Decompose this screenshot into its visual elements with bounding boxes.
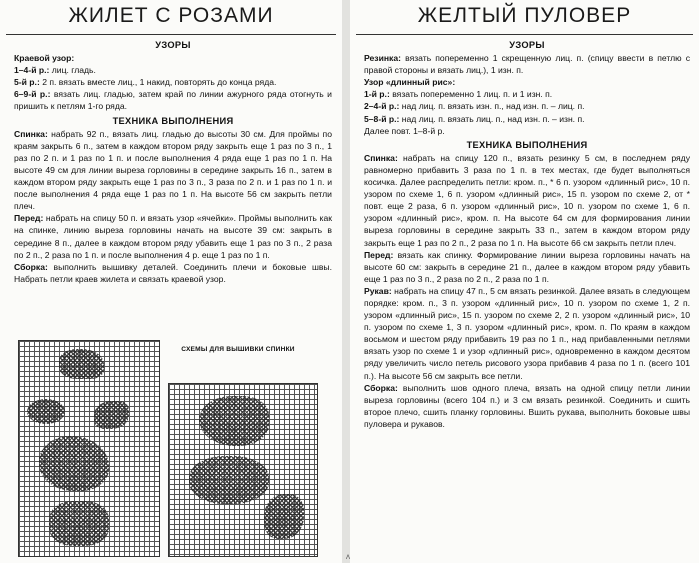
right-page-title: ЖЕЛТЫЙ ПУЛОВЕР	[417, 4, 632, 27]
edge-pattern-label: Краевой узор:	[14, 53, 75, 64]
left-patterns-heading: УЗОРЫ	[155, 40, 191, 50]
page-folio-mark: Λ	[346, 555, 351, 561]
pullover-front-paragraph: Перед: вязать как спинку. Формирование линии выреза горловины начать на высоте 60 см: закрыть в середине 21 п., далее в каждом втором ряду убавить еще 1 раз по 3 п., 2 раза по 2 п., 2 раза по 1 п.	[364, 249, 690, 284]
pattern-repeat: Далее повт. 1–8-й р.	[364, 125, 445, 136]
left-technique-heading: ТЕХНИКА ВЫПОЛНЕНИЯ	[112, 115, 234, 126]
edge-pattern-row-1: 1–4-й р.: лиц. гладь.	[14, 65, 96, 76]
vest-front-paragraph: Перед: набрать на спицу 50 п. и вязать узор «ячейки». Проймы выполнить как на спинке, линию выреза горловины начать на высоте 39 см: закрыть в середине 8 п., далее в каждом втором ряду убавить еще 1 раз по 3 п., 2 раза по 2 п., 2 раза по 1 п. и после выполнения 4 р. еще 1 раз по 1 п.	[14, 213, 332, 260]
embroidery-schemes	[18, 338, 324, 558]
left-page-title: ЖИЛЕТ С РОЗАМИ	[68, 4, 274, 27]
rose-motif	[39, 436, 109, 491]
stem-motif	[49, 501, 109, 546]
right-patterns-heading: УЗОРЫ	[509, 40, 545, 50]
rose-motif	[189, 456, 269, 504]
pattern-row-1: 1-й р.: вязать попеременно 1 лиц. п. и 1 изн. п.	[364, 89, 553, 100]
edge-pattern-row-6: 6–9-й р.: вязать лиц. гладью, затем край по линии ажурного ряда отогнуть и пришить к петлям 1-го ряда.	[14, 89, 332, 112]
rose-motif	[59, 349, 104, 379]
leaf-motif	[27, 399, 65, 424]
right-title-rule	[356, 34, 693, 35]
right-text-column	[364, 37, 690, 430]
edge-pattern-row-5: 5-й р.: 2 п. вязать вместе лиц., 1 накид, повторять до конца ряда.	[14, 77, 277, 88]
right-page	[350, 0, 699, 563]
right-technique-heading: ТЕХНИКА ВЫПОЛНЕНИЯ	[466, 139, 588, 150]
pullover-back-paragraph: Спинка: набрать на спицу 120 п., вязать резинку 5 см, в последнем ряду равномерно прибавить 3 раза по 1 п. в тех местах, где будет выполняться косичка. Далее распределить петли: кром. п., * 6 п. узором «длинный рис», 10 п. узором по схеме 1, 6 п. узором «длинный рис», 15 п. узором по схеме 2, от * повт. еще 2 раза, 6 п. узором «длинный рис», 10 п. узором по схеме 1, 6 п. узором «длинный рис», кром. п. На высоте 64 см для формирования линии выреза горловины в середине закрыть 33 п., затем в каждом втором ряду закрыть еще 1 раз по 2 п., 2 раза по 1 п. На высоте 66 см закрыть петли плеч.	[364, 152, 690, 248]
pattern-long-rice-label: Узор «длинный рис»:	[364, 77, 456, 88]
pullover-assembly-paragraph: Сборка: выполнить шов одного плеча, вязать на одной спицу петли линии выреза горловины (всего 104 п.) и 3 см вязать резинкой. Соединить и сшить второе плечо, сшить планку горловины. Вшить рукава, выполнить боковые швы пуловера и рукавов.	[364, 382, 690, 429]
vest-back-paragraph: Спинка: набрать 92 п., вязать лиц. гладью до высоты 30 см. Для проймы по краям закрыть 6 п., затем в каждом втором ряду закрыть еще 1 раз по 3 п., 1 раз по 2 п. и 1 раз по 1 п. и после выполнения 4 ряда еще 1 раз по 1 п. На высоте 49 см для линии выреза горловины в середине закрыть 16 п., затем в каждом втором ряду закрыть еще 1 раз по 3 п., 3 раза по 2 п. и 1 раз по 1 п. и после выполнения 4 ряда еще 1 раз по 1 п. На высоте 56 см закрыть петли плеч.	[14, 128, 332, 212]
leaf-motif	[264, 494, 304, 539]
left-text-column	[14, 37, 332, 285]
pattern-row-5-8: 5–8-й р.: над лиц. п. вязать лиц. п., над изн. п. – изн. п.	[364, 113, 585, 124]
rose-motif	[199, 396, 269, 446]
page-gutter	[342, 0, 350, 563]
pullover-sleeve-paragraph: Рукав: набрать на спицу 47 п., 5 см вязать резинкой. Далее вязать в следующем порядке: кром. п., 3 п. узором «длинный рис», 10 п. узором по схеме 1, 2 п. узором «длинный рис», 15 п. узором по схеме 2, 2 п. узором «длинный рис», 10 п. узором по схеме 1, 3 п. узором «длинный рис», кром. п. По краям в каждом восьмом и шестом ряду прибавить 19 раз по 1 п., над прибавленными петлями вязать узор по схеме 1 и узор «длинный рис», одновременно в каждом десятом ряду увеличить число петель рисового узора прибавив 4 раза по 1 п. (всего 101 п.). На высоте 56 см закрыть все петли.	[364, 285, 690, 381]
left-page	[0, 0, 342, 563]
vest-assembly-paragraph: Сборка: выполнить вышивку деталей. Соединить плечи и боковые швы. Набрать петли краев жилета и связать краевой узор.	[14, 261, 332, 284]
embroidery-chart-1	[18, 340, 160, 557]
schemes-caption: СХЕМЫ ДЛЯ ВЫШИВКИ СПИНКИ	[181, 346, 295, 353]
leaf-motif	[94, 401, 129, 429]
left-title-rule	[6, 34, 336, 35]
pattern-row-2-4: 2–4-й р.: над лиц. п. вязать изн. п., над изн. п. – лиц. п.	[364, 101, 585, 112]
embroidery-chart-2	[168, 383, 318, 557]
pattern-rib: Резинка: вязать попеременно 1 скрещенную лиц. п. (спицу ввести в петлю с правой стороны и вязать лиц.), 1 изн. п.	[364, 53, 690, 76]
